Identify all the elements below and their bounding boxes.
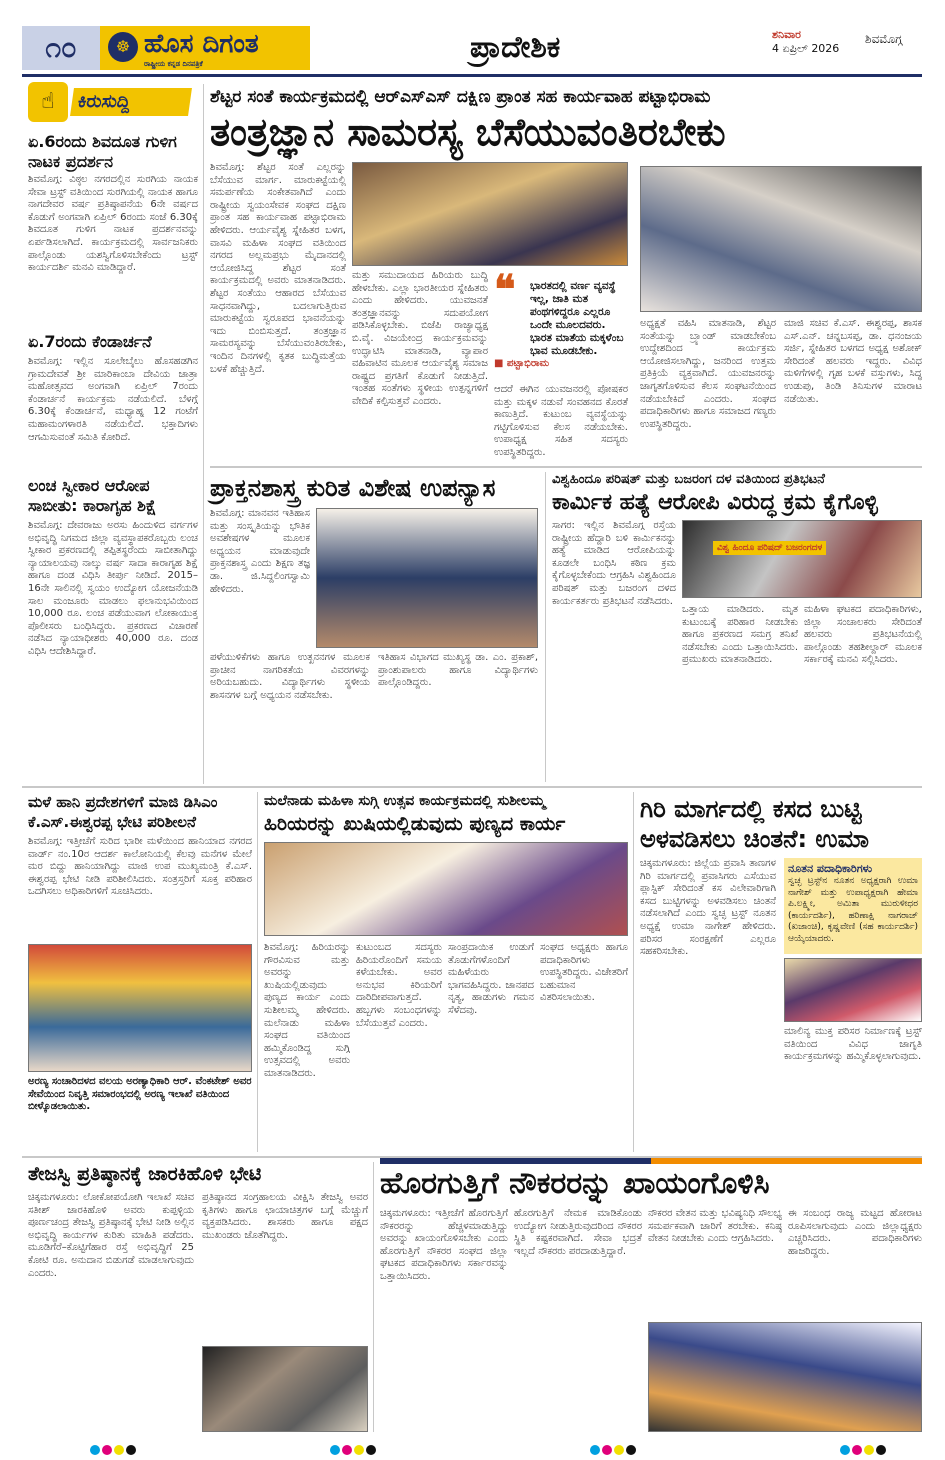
quote-text: ಭಾರತದಲ್ಲಿ ವರ್ಣ ವ್ಯವಸ್ಥೆ ಇಲ್ಲ, ಜಾತಿ ಮತ ಪಂಥಗಳಿದ್ದರೂ ಎಲ್ಲರೂ ಒಂದೇ ಮೂಲದವರು. ಭಾರತ ಮಾತೆಯ ಮಕ್ಕಳೆಂಬ ಭಾವ ಮೂಡಬೇಕು. bbox=[530, 280, 624, 357]
registration-dot-icon bbox=[626, 1445, 636, 1455]
eshwarappa-body: ಶಿವಮೊಗ್ಗ: ಇತ್ತೀಚೆಗೆ ಸುರಿದ ಭಾರೀ ಮಳೆಯಿಂದ ಹಾನಿಯಾದ ನಗರದ ವಾರ್ಡ್ ನಂ.10ರ ಆದರ್ಶ ಕಾಲೋನಿಯಲ್ಲಿ ಕೆಲವು ಮನೆಗಳ ಮೇಲೆ ಮರ ಬಿದ್ದು ಹಾನಿಯಾಗಿದ್ದು ಮಾಜಿ ಉಪ ಮುಖ್ಯಮಂತ್ರಿ ಕೆ.ಎಸ್. ಈಶ್ವರಪ್ಪ ಭೇಟಿ ನೀಡಿ ಪರಿಶೀಲಿಸಿದರು. ಸಂತ್ರಸ್ತರಿಗೆ ಸೂಕ್ತ ಪರಿಹಾರ ಒದಗಿಸಲು ಅಧಿಕಾರಿಗಳಿಗೆ ಸೂಚಿಸಿದರು. bbox=[28, 836, 252, 898]
column-divider bbox=[203, 84, 204, 784]
malnad-col-2: ಕುಟುಂಬದ ಸದಸ್ಯರು ಹಿರಿಯರೊಂದಿಗೆ ಸಮಯ ಕಳೆಯಬೇಕು. ಅವರ ಅನುಭವ ಕಿರಿಯರಿಗೆ ದಾರಿದೀಪವಾಗುತ್ತದೆ. ಹಬ್ಬಗಳು ಸಂಬಂಧಗಳನ್ನು ಬೆಸೆಯುತ್ತವೆ ಎಂದರು. bbox=[356, 942, 442, 1029]
registration-dot-icon bbox=[852, 1445, 862, 1455]
malnad-photo bbox=[264, 842, 628, 936]
retirement-photo bbox=[28, 944, 252, 1072]
office-bearers-box bbox=[784, 858, 922, 954]
quote-attribution: ■ ಪಟ್ಟಾಭಿರಾಮ bbox=[494, 358, 550, 369]
page-number: ೧೦ bbox=[22, 26, 100, 70]
outsource-col-3: ನೌಕರರ ವೇತನ ಮತ್ತು ಭವಿಷ್ಯನಿಧಿ ಸೌಲಭ್ಯ ಸಮರ್ಪಕವಾಗಿ ಜಾರಿಗೆ ತರಬೇಕು. ಕನಿಷ್ಠ ವೇತನ ನೀಡಬೇಕು ಎಂದು ಆಗ್ರಹಿಸಿದರು. bbox=[648, 1208, 782, 1245]
malnad-kicker: ಮಲೆನಾಡು ಮಹಿಳಾ ಸುಗ್ಗಿ ಉತ್ಸವ ಕಾರ್ಯಕ್ರಮದಲ್ಲಿ ಸುಶೀಲಮ್ಮ bbox=[264, 793, 546, 809]
pointing-hand-icon: ☝ bbox=[28, 82, 68, 122]
giri-headline: ಗಿರಿ ಮಾರ್ಗದಲ್ಲಿ ಕಸದ ಬುಟ್ಟಿ ಅಳವಡಿಸಲು ಚಿಂತನೆ: ಉಮಾ bbox=[640, 795, 869, 853]
registration-marks bbox=[590, 1440, 638, 1459]
giri-body: ಚಿಕ್ಕಮಗಳೂರು: ಜಿಲ್ಲೆಯ ಪ್ರವಾಸಿ ತಾಣಗಳ ಗಿರಿ ಮಾರ್ಗದಲ್ಲಿ ಪ್ರವಾಸಿಗರು ಎಸೆಯುವ ಪ್ಲಾಸ್ಟಿಕ್ ಸೇರಿದಂತೆ ಕಸ ವಿಲೇವಾರಿಗಾಗಿ ಕಸದ ಬುಟ್ಟಿಗಳನ್ನು ಅಳವಡಿಸಲು ಚಿಂತನೆ ನಡೆಸಲಾಗಿದೆ ಎಂದು ಸ್ವಚ್ಛ ಟ್ರಸ್ಟ್ ನೂತನ ಅಧ್ಯಕ್ಷೆ ಉಮಾ ನಾಗೇಶ್ ಹೇಳಿದರು. ಪರಿಸರ ಸಂರಕ್ಷಣೆಗೆ ಎಲ್ಲರೂ ಸಹಕರಿಸಬೇಕು. bbox=[640, 858, 776, 958]
registration-dot-icon bbox=[114, 1445, 124, 1455]
outsource-col-4: ಈ ಸಂಬಂಧ ರಾಜ್ಯ ಮಟ್ಟದ ಹೋರಾಟ ರೂಪಿಸಲಾಗುವುದು ಎಂದು ಜಿಲ್ಲಾಧ್ಯಕ್ಷರು ಎಚ್ಚರಿಸಿದರು. ಪದಾಧಿಕಾರಿಗಳು ಹಾಜರಿದ್ದರು. bbox=[788, 1208, 922, 1257]
column-divider bbox=[373, 1162, 374, 1432]
outsource-photo bbox=[648, 1322, 922, 1432]
column-divider bbox=[633, 792, 634, 1152]
lead-quote bbox=[494, 266, 628, 380]
color-bar bbox=[380, 1158, 922, 1164]
malnad-headline: ಹಿರಿಯರನ್ನು ಖುಷಿಯಲ್ಲಿಡುವುದು ಪುಣ್ಯದ ಕಾರ್ಯ bbox=[264, 813, 566, 835]
section-rule bbox=[22, 786, 922, 788]
registration-dot-icon bbox=[864, 1445, 874, 1455]
office-bearers-list: ಸ್ವಚ್ಛ ಟ್ರಸ್ಟ್‌ನ ನೂತನ ಅಧ್ಯಕ್ಷರಾಗಿ ಉಮಾ ನಾಗೇಶ್ ಮತ್ತು ಉಪಾಧ್ಯಕ್ಷರಾಗಿ ಹೇಮಾ ಪಿ.ಲಕ್ಷ್ಮೀ, ಅಮಿತಾ ಮುರುಳೀಧರ (ಕಾರ್ಯದರ್ಶಿ), ಹರಿಣಾಕ್ಷಿ ನಾಗರಾಜ್ (ಖಜಾಂಚಿ), ಕೃಷ್ಣವೇಣಿ (ಸಹ ಕಾರ್ಯದರ್ಶಿ) ಆಯ್ಕೆಯಾದರು. bbox=[788, 876, 918, 944]
protest-banner: ವಿಶ್ವ ಹಿಂದೂ ಪರಿಷದ್ ಬಜರಂಗದಳ bbox=[713, 541, 826, 555]
registration-dot-icon bbox=[614, 1445, 624, 1455]
archaeology-col-2: ಪಳೆಯುಳಿಕೆಗಳು ಹಾಗೂ ಉತ್ಖನನಗಳ ಮೂಲಕ ಪ್ರಾಚೀನ ನಾಗರಿಕತೆಯ ವಿವರಗಳನ್ನು ಅರಿಯಬಹುದು. ವಿದ್ಯಾರ್ಥಿಗಳು ಸ್ಥಳೀಯ ಶಾಸನಗಳ ಬಗ್ಗೆ ಅಧ್ಯಯನ ನಡೆಸಬೇಕು. bbox=[210, 652, 370, 701]
date-block bbox=[772, 28, 839, 56]
registration-marks bbox=[90, 1440, 138, 1459]
vhp-col-3: ಮಹಿಳಾ ಘಟಕದ ಪದಾಧಿಕಾರಿಗಳು, ಜಿಲ್ಲಾ ಸಂಚಾಲಕರು ಸೇರಿದಂತೆ ಹಲವರು ಪ್ರತಿಭಟನೆಯಲ್ಲಿ ಪಾಲ್ಗೊಂಡು ತಹಶೀಲ್ದಾರ್ ಮೂಲಕ ಸರ್ಕಾರಕ್ಕೆ ಮನವಿ ಸಲ್ಲಿಸಿದರು. bbox=[804, 604, 922, 666]
column-divider bbox=[257, 792, 258, 1152]
day: ಶನಿವಾರ bbox=[772, 28, 801, 41]
registration-dot-icon bbox=[90, 1445, 100, 1455]
office-bearers-title: ನೂತನ ಪದಾಧಿಕಾರಿಗಳು bbox=[788, 862, 873, 875]
registration-dot-icon bbox=[602, 1445, 612, 1455]
outsource-col-1: ಚಿಕ್ಕಮಗಳೂರು: ಇತ್ತೀಚೆಗೆ ಹೊರಗುತ್ತಿಗೆ ನೌಕರರನ್ನು ಹೆಚ್ಚಳಮಾಡುತ್ತಿದ್ದು ಅವರನ್ನು ಖಾಯಂಗೊಳಿಸಬೇಕು ಎಂದು ಹೊರಗುತ್ತಿಗೆ ನೌಕರರ ಸಂಘದ ಜಿಲ್ಲಾ ಘಟಕದ ಪದಾಧಿಕಾರಿಗಳು ಸರ್ಕಾರವನ್ನು ಒತ್ತಾಯಿಸಿದರು. bbox=[380, 1208, 508, 1282]
date: 4 ಏಪ್ರಿಲ್ 2026 bbox=[772, 42, 840, 55]
briefs-title: ಕಿರುಸುದ್ದಿ bbox=[70, 88, 192, 116]
brief-1-headline: ಏ.6ರಂದು ಶಿವದೂತ ಗುಳಿಗ ನಾಟಕ ಪ್ರದರ್ಶನ bbox=[28, 132, 177, 171]
archaeology-headline: ಪ್ರಾಕ್ತನಶಾಸ್ತ್ರ ಕುರಿತ ವಿಶೇಷ ಉಪನ್ಯಾಸ bbox=[210, 474, 496, 502]
tejaswi-col-2: ಪ್ರತಿಷ್ಠಾನದ ಸಂಗ್ರಹಾಲಯ ವೀಕ್ಷಿಸಿ ತೇಜಸ್ವಿ ಅವರ ಕೃತಿಗಳು ಹಾಗೂ ಛಾಯಾಚಿತ್ರಗಳ ಬಗ್ಗೆ ಮೆಚ್ಚುಗೆ ವ್ಯಕ್ತಪಡಿಸಿದರು. ಶಾಸಕರು ಹಾಗೂ ಪಕ್ಷದ ಮುಖಂಡರು ಜೊತೆಗಿದ್ದರು. bbox=[202, 1192, 368, 1241]
malnad-col-4: ಸಂಘದ ಅಧ್ಯಕ್ಷರು ಹಾಗೂ ಪದಾಧಿಕಾರಿಗಳು ಉಪಸ್ಥಿತರಿದ್ದರು. ವಿಜೇತರಿಗೆ ಬಹುಮಾನ ವಿತರಿಸಲಾಯಿತು. bbox=[540, 942, 628, 1004]
edition-city: ಶಿವಮೊಗ್ಗ bbox=[865, 32, 903, 46]
vhp-headline: ಕಾರ್ಮಿಕ ಹತ್ಯೆ ಆರೋಪಿ ವಿರುದ್ಧ ಕ್ರಮ ಕೈಗೊಳ್ಳಿ bbox=[552, 490, 878, 515]
masthead-logo bbox=[100, 26, 310, 70]
tejaswi-photo bbox=[202, 1346, 368, 1432]
giri-body-2: ಮಾಲಿನ್ಯ ಮುಕ್ತ ಪರಿಸರ ನಿರ್ಮಾಣಕ್ಕೆ ಟ್ರಸ್ಟ್ ವತಿಯಿಂದ ವಿವಿಧ ಜಾಗೃತಿ ಕಾರ್ಯಕ್ರಮಗಳನ್ನು ಹಮ್ಮಿಕೊಳ್ಳಲಾಗುವುದು. bbox=[784, 1026, 922, 1063]
giri-photo bbox=[784, 958, 922, 1022]
registration-dot-icon bbox=[354, 1445, 364, 1455]
vhp-col-1: ಸಾಗರ: ಇಲ್ಲಿನ ಶಿವಮೊಗ್ಗ ರಸ್ತೆಯ ರಾಷ್ಟ್ರೀಯ ಹೆದ್ದಾರಿ ಬಳಿ ಕಾರ್ಮಿಕನನ್ನು ಹತ್ಯೆ ಮಾಡಿದ ಆರೋಪಿಯನ್ನು ಕೂಡಲೇ ಬಂಧಿಸಿ ಕಠಿಣ ಕ್ರಮ ಕೈಗೊಳ್ಳಬೇಕೆಂದು ಆಗ್ರಹಿಸಿ ವಿಶ್ವಹಿಂದೂ ಪರಿಷತ್ ಮತ್ತು ಬಜರಂಗ ದಳದ ಕಾರ್ಯಕರ್ತರು ಪ್ರತಿಭಟನೆ ನಡೆಸಿದರು. bbox=[552, 520, 676, 607]
lead-headline: ತಂತ್ರಜ್ಞಾನ ಸಾಮರಸ್ಯ ಬೆಸೆಯುವಂತಿರಬೇಕು bbox=[210, 109, 726, 154]
quote-icon: ❝ bbox=[494, 266, 516, 313]
registration-dot-icon bbox=[590, 1445, 600, 1455]
brief-2-body: ಶಿವಮೊಗ್ಗ: ಇಲ್ಲಿನ ಸೂಲೇಬೈಲು ಹೊಸಹಡಗಿನ ಗ್ರಾಮದೇವತೆ ಶ್ರೀ ಮಾರಿಕಾಂಬಾ ದೇವಿಯ ಜಾತ್ರಾ ಮಹೋತ್ಸವದ ಅಂಗವಾಗಿ ಏಪ್ರಿಲ್ 7ರಂದು ಕೆಂಡಾರ್ಚನೆ ಕಾರ್ಯಕ್ರಮ ನಡೆಯಲಿದೆ. ಬೆಳಗ್ಗೆ 6.30ಕ್ಕೆ ಕೆಂಡಾರ್ಚನೆ, ಮಧ್ಯಾಹ್ನ 12 ಗಂಟೆಗೆ ಮಹಾಮಂಗಳಾರತಿ ನಡೆಯಲಿದೆ. ಭಕ್ತಾದಿಗಳು ಆಗಮಿಸುವಂತೆ ಸಮಿತಿ ಕೋರಿದೆ. bbox=[28, 356, 198, 443]
retirement-caption: ಅರಣ್ಯ ಸಂಚಾರಿದಳದ ವಲಯ ಅರಣ್ಯಾಧಿಕಾರಿ ಆರ್. ವೆಂಕಟೇಶ್ ಅವರ ಸೇವೆಯಿಂದ ನಿವೃತ್ತಿ ಸಮಾರಂಭದಲ್ಲಿ ಅರಣ್ಯ ಇಲಾಖೆ ವತಿಯಿಂದ ಬೀಳ್ಕೊಡಲಾಯಿತು. bbox=[28, 1076, 252, 1112]
brief-2-headline: ಏ.7ರಂದು ಕೆಂಡಾರ್ಚನೆ bbox=[28, 332, 152, 351]
registration-marks bbox=[330, 1440, 378, 1459]
vhp-col-2: ಒತ್ತಾಯ ಮಾಡಿದರು. ಮೃತ ಕುಟುಂಬಕ್ಕೆ ಪರಿಹಾರ ನೀಡಬೇಕು ಹಾಗೂ ಪ್ರಕರಣದ ಸಮಗ್ರ ತನಿಖೆ ನಡೆಸಬೇಕು ಎಂದು ಒತ್ತಾಯಿಸಿದರು. ಪ್ರಮುಖರು ಮಾತನಾಡಿದರು. bbox=[682, 604, 798, 666]
registration-dot-icon bbox=[126, 1445, 136, 1455]
registration-dot-icon bbox=[342, 1445, 352, 1455]
eshwarappa-headline: ಮಳೆ ಹಾನಿ ಪ್ರದೇಶಗಳಿಗೆ ಮಾಜಿ ಡಿಸಿಎಂ ಕೆ.ಎಸ್.ಈಶ್ವರಪ್ಪ ಭೇಟಿ ಪರಿಶೀಲನೆ bbox=[28, 793, 218, 831]
brief-1-body: ಶಿವಮೊಗ್ಗ: ವಿಠ್ಠಲ ನಗರದಲ್ಲಿನ ಸುರಗಿಯ ನಾಯಕ ಸೇವಾ ಟ್ರಸ್ಟ್ ವತಿಯಿಂದ ಸುರಗಿಯಲ್ಲಿ ನಾಯಕ ಹಾಗೂ ನಾಗದೇವರ ವರ್ಷ ಪ್ರತಿಷ್ಠಾಪನೆಯ 6ನೇ ವರ್ಷದ ಕೊಡುಗೆ ಅಂಗವಾಗಿ ಏಪ್ರಿಲ್ 6ರಂದು ಸಂಜೆ 6.30ಕ್ಕೆ ಶಿವದೂತ ಗುಳಿಗ ನಾಟಕ ಪ್ರದರ್ಶನವನ್ನು ಏರ್ಪಡಿಸಲಾಗಿದೆ. ಕಾರ್ಯಕ್ರಮದಲ್ಲಿ ಸಾರ್ವಜನಿಕರು ಪಾಲ್ಗೊಂಡು ಯಶಸ್ವಿಗೊಳಿಸಬೇಕೆಂದು ಟ್ರಸ್ಟ್ ಕಾರ್ಯದರ್ಶಿ ಮನವಿ ಮಾಡಿದ್ದಾರೆ. bbox=[28, 174, 198, 274]
lead-photo-stalls bbox=[640, 166, 922, 312]
lead-col-3: ಆದರೆ ಈಗಿನ ಯುವಜನರಲ್ಲಿ ಪೋಷಕರ ಮತ್ತು ಮಕ್ಕಳ ನಡುವೆ ಸಂವಹನದ ಕೊರತೆ ಕಾಣುತ್ತಿದೆ. ಕುಟುಂಬ ವ್ಯವಸ್ಥೆಯನ್ನು ಗಟ್ಟಿಗೊಳಿಸುವ ಕೆಲಸ ನಡೆಯಬೇಕು. ಉಪಾಧ್ಯಕ್ಷ ಸಹಿತ ಸದಸ್ಯರು ಉಪಸ್ಥಿತರಿದ್ದರು. bbox=[494, 384, 628, 458]
paper-tagline: ರಾಷ್ಟ್ರೀಯ ಕನ್ನಡ ದಿನಪತ್ರಿಕೆ bbox=[144, 60, 203, 68]
lead-col-4: ಅಧ್ಯಕ್ಷತೆ ವಹಿಸಿ ಮಾತನಾಡಿ, ಶೆಟ್ಟರ ಸಂತೆಯನ್ನು ಬ್ರ್ಯಾಂಡ್ ಮಾಡಬೇಕೆಂಬ ಉದ್ದೇಶದಿಂದ ಕಾರ್ಯಕ್ರಮ ಆಯೋಜಿಸಲಾಗಿದ್ದು, ಜನರಿಂದ ಉತ್ತಮ ಪ್ರತಿಕ್ರಿಯೆ ವ್ಯಕ್ತವಾಗಿದೆ. ಯುವಜನರನ್ನು ಜಾಗೃತಗೊಳಿಸುವ ಕೆಲಸ ಸಂಘಟನೆಯಿಂದ ನಡೆಯಬೇಕಿದೆ ಎಂದರು. ಸಂಘದ ಪದಾಧಿಕಾರಿಗಳು ಹಾಗೂ ಸಮಾಜದ ಗಣ್ಯರು ಉಪಸ್ಥಿತರಿದ್ದರು. bbox=[640, 318, 776, 430]
registration-dot-icon bbox=[366, 1445, 376, 1455]
tejaswi-headline: ತೇಜಸ್ವಿ ಪ್ರತಿಷ್ಠಾನಕ್ಕೆ ಜಾರಕಿಹೊಳಿ ಭೇಟಿ bbox=[28, 1163, 262, 1185]
registration-dot-icon bbox=[102, 1445, 112, 1455]
outsource-headline: ಹೊರಗುತ್ತಿಗೆ ನೌಕರರನ್ನು ಖಾಯಂಗೊಳಿಸಿ bbox=[380, 1166, 770, 1201]
header-rule bbox=[22, 74, 922, 77]
registration-marks bbox=[840, 1440, 888, 1459]
malnad-col-3: ಸಾಂಪ್ರದಾಯಿಕ ಉಡುಗೆ ತೊಡುಗೆಗಳೊಂದಿಗೆ ಮಹಿಳೆಯರು ಭಾಗವಹಿಸಿದ್ದರು. ಜಾನಪದ ನೃತ್ಯ, ಹಾಡುಗಳು ಗಮನ ಸೆಳೆದವು. bbox=[448, 942, 534, 1016]
vhp-photo bbox=[682, 520, 922, 598]
vhp-kicker: ವಿಶ್ವಹಿಂದೂ ಪರಿಷತ್ ಮತ್ತು ಬಜರಂಗ ದಳ ವತಿಯಿಂದ ಪ್ರತಿಭಟನೆ bbox=[552, 472, 825, 487]
emblem-icon: ☸ bbox=[108, 32, 138, 62]
section-title: ಪ್ರಾದೇಶಿಕ bbox=[470, 30, 561, 65]
lead-col-2: ಮತ್ತು ಸಮುದಾಯದ ಹಿರಿಯರು ಬುದ್ಧಿ ಹೇಳಬೇಕು. ಎಲ್ಲಾ ಭಾರತೀಯರ ಸ್ನೇಹಿತರು ಎಂದು ಹೇಳಿದರು. ಯುವಜನತೆ ತಂತ್ರಜ್ಞಾನವನ್ನು ಸದುಪಯೋಗ ಪಡಿಸಿಕೊಳ್ಳಬೇಕು. ಬಿಜೆಪಿ ರಾಜ್ಯಾಧ್ಯಕ್ಷ ಬಿ.ವೈ. ವಿಜಯೇಂದ್ರ ಕಾರ್ಯಕ್ರಮವನ್ನು ಉದ್ಘಾಟಿಸಿ ಮಾತನಾಡಿ, ವ್ಯಾಪಾರ ವಹಿವಾಟಿನ ಮೂಲಕ ಆರ್ಯವೈಶ್ಯ ಸಮಾಜ ರಾಷ್ಟ್ರದ ಪ್ರಗತಿಗೆ ಕೊಡುಗೆ ನೀಡುತ್ತಿದೆ. ಇಂತಹ ಸಂತೆಗಳು ಸ್ಥಳೀಯ ಉತ್ಪನ್ನಗಳಿಗೆ ವೇದಿಕೆ ಕಲ್ಪಿಸುತ್ತವೆ ಎಂದರು. bbox=[352, 270, 488, 407]
briefs-label bbox=[28, 82, 188, 126]
lead-photo-stage bbox=[352, 162, 628, 266]
section-rule bbox=[210, 466, 922, 468]
paper-name: ಹೊಸ ದಿಗಂತ bbox=[144, 29, 259, 59]
archaeology-photo bbox=[316, 508, 538, 648]
lead-col-1: ಶಿವಮೊಗ್ಗ: ಶೆಟ್ಟರ ಸಂತೆ ಎಲ್ಲರನ್ನು ಬೆಸೆಯುವ ಮಾರ್ಗ. ಮಾರುಕಟ್ಟೆಯಲ್ಲಿ ಸಮರ್ಪಣೆಯ ಸಂಕೇತವಾಗಿದೆ ಎಂದು ರಾಷ್ಟ್ರೀಯ ಸ್ವಯಂಸೇವಕ ಸಂಘದ ದಕ್ಷಿಣ ಪ್ರಾಂತ ಸಹ ಕಾರ್ಯವಾಹ ಪಟ್ಟಾಭಿರಾಮ ಹೇಳಿದರು. ಆರ್ಯವೈಶ್ಯ ಸ್ನೇಹಿತರ ಬಳಗ, ವಾಸವಿ ಮಹಿಳಾ ಸಂಘದ ವತಿಯಿಂದ ನಗರದ ಅಲ್ಲಮಪ್ರಭು ಮೈದಾನದಲ್ಲಿ ಆಯೋಜಿಸಿದ್ದ ಶೆಟ್ಟರ ಸಂತೆ ಕಾರ್ಯಕ್ರಮದಲ್ಲಿ ಅವರು ಮಾತನಾಡಿದರು. ಶೆಟ್ಟರ ಸಂತೆಯು ಆಹಾರದ ಬೆಸೆಯುವ ಸಾಧನವಾಗಿದ್ದು, ಬದಲಾಗುತ್ತಿರುವ ಮಾರುಕಟ್ಟೆಯ ಸ್ವರೂಪದ ಭಾವನೆಯನ್ನು ಇದು ಬಿಂಬಿಸುತ್ತದೆ. ತಂತ್ರಜ್ಞಾನ ಸಾಮರಸ್ಯವನ್ನು ಬೆಸೆಯುವಂತಿರಬೇಕು, ಇಂದಿನ ದಿನಗಳಲ್ಲಿ ಕೃತಕ ಬುದ್ಧಿಮತ್ತೆಯ ಬಳಕೆ ಹೆಚ್ಚುತ್ತಿದೆ. bbox=[210, 162, 346, 375]
archaeology-col-3: ಇತಿಹಾಸ ವಿಭಾಗದ ಮುಖ್ಯಸ್ಥ ಡಾ. ಎಂ. ಪ್ರಕಾಶ್, ಪ್ರಾಂಶುಪಾಲರು ಹಾಗೂ ವಿದ್ಯಾರ್ಥಿಗಳು ಪಾಲ್ಗೊಂಡಿದ್ದರು. bbox=[378, 652, 538, 689]
registration-dot-icon bbox=[330, 1445, 340, 1455]
registration-dot-icon bbox=[840, 1445, 850, 1455]
outsource-col-2: ಹೊರಗುತ್ತಿಗೆ ನೇಮಕ ಮಾಡಿಕೊಂಡು ಉದ್ಯೋಗ ನೀಡುತ್ತಿರುವುದರಿಂದ ನೌಕರರ ಸ್ಥಿತಿ ಕಷ್ಟಕರವಾಗಿದೆ. ಸೇವಾ ಭದ್ರತೆ ಇಲ್ಲದೆ ನೌಕರರು ಪರದಾಡುತ್ತಿದ್ದಾರೆ. bbox=[514, 1208, 642, 1257]
tejaswi-col-1: ಚಿಕ್ಕಮಗಳೂರು: ಲೋಕೋಪಯೋಗಿ ಇಲಾಖೆ ಸಚಿವ ಸತೀಶ್ ಜಾರಕಿಹೊಳಿ ಅವರು ಕುಪ್ಪಳ್ಳಿಯ ಪೂರ್ಣಚಂದ್ರ ತೇಜಸ್ವಿ ಪ್ರತಿಷ್ಠಾನಕ್ಕೆ ಭೇಟಿ ನೀಡಿ ಅಲ್ಲಿನ ಅಭಿವೃದ್ಧಿ ಕಾರ್ಯಗಳ ಕುರಿತು ಮಾಹಿತಿ ಪಡೆದರು. ಮೂಡಿಗೆರೆ–ಕೊಟ್ಟಿಗೆಹಾರ ರಸ್ತೆ ಅಭಿವೃದ್ಧಿಗೆ 25 ಕೋಟಿ ರೂ. ಅನುದಾನ ಬಿಡುಗಡೆ ಮಾಡಲಾಗುವುದು ಎಂದರು. bbox=[28, 1192, 194, 1279]
column-divider bbox=[545, 472, 546, 782]
registration-dot-icon bbox=[876, 1445, 886, 1455]
brief-3-headline: ಲಂಚ ಸ್ವೀಕಾರ ಆರೋಪ ಸಾಬೀತು: ಕಾರಾಗೃಹ ಶಿಕ್ಷೆ bbox=[28, 476, 157, 515]
lead-kicker: ಶೆಟ್ಟರ ಸಂತೆ ಕಾರ್ಯಕ್ರಮದಲ್ಲಿ ಆರ್‌ಎಸ್‌ಎಸ್ ದಕ್ಷಿಣ ಪ್ರಾಂತ ಸಹ ಕಾರ್ಯವಾಹ ಪಟ್ಟಾಭಿರಾಮ bbox=[210, 87, 711, 107]
malnad-col-1: ಶಿವಮೊಗ್ಗ: ಹಿರಿಯರನ್ನು ಗೌರವಿಸುವ ಮತ್ತು ಅವರನ್ನು ಖುಷಿಯಲ್ಲಿಡುವುದು ಪುಣ್ಯದ ಕಾರ್ಯ ಎಂದು ಸುಶೀಲಮ್ಮ ಹೇಳಿದರು. ಮಲೆನಾಡು ಮಹಿಳಾ ಸಂಘದ ವತಿಯಿಂದ ಹಮ್ಮಿಕೊಂಡಿದ್ದ ಸುಗ್ಗಿ ಉತ್ಸವದಲ್ಲಿ ಅವರು ಮಾತನಾಡಿದರು. bbox=[264, 942, 350, 1079]
archaeology-col-1: ಶಿವಮೊಗ್ಗ: ಮಾನವನ ಇತಿಹಾಸ ಮತ್ತು ಸಂಸ್ಕೃತಿಯನ್ನು ಭೌತಿಕ ಅವಶೇಷಗಳ ಮೂಲಕ ಅಧ್ಯಯನ ಮಾಡುವುದೇ ಪ್ರಾಕ್ತನಶಾಸ್ತ್ರ ಎಂದು ಶಿಕ್ಷಣ ತಜ್ಞ ಡಾ. ಜಿ.ಸಿದ್ದಲಿಂಗಸ್ವಾಮಿ ಹೇಳಿದರು. bbox=[210, 508, 310, 595]
lead-col-5: ಮಾಜಿ ಸಚಿವ ಕೆ.ಎಸ್. ಈಶ್ವರಪ್ಪ, ಶಾಸಕ ಎಸ್.ಎನ್. ಚನ್ನಬಸಪ್ಪ, ಡಾ. ಧನಂಜಯ ಸರ್ಜಿ, ಸ್ನೇಹಿತರ ಬಳಗದ ಅಧ್ಯಕ್ಷ ಅಶೋಕ್ ಸೇರಿದಂತೆ ಹಲವರು ಇದ್ದರು. ವಿವಿಧ ಮಳಿಗೆಗಳಲ್ಲಿ ಗೃಹ ಬಳಕೆ ವಸ್ತುಗಳು, ಸಿದ್ಧ ಉಡುಪು, ತಿಂಡಿ ತಿನಿಸುಗಳ ಮಾರಾಟ ನಡೆಯಿತು. bbox=[784, 318, 922, 405]
brief-3-body: ಶಿವಮೊಗ್ಗ: ದೇವರಾಜು ಅರಸು ಹಿಂದುಳಿದ ವರ್ಗಗಳ ಅಭಿವೃದ್ಧಿ ನಿಗಮದ ಜಿಲ್ಲಾ ವ್ಯವಸ್ಥಾಪಕರೊಬ್ಬರು ಲಂಚ ಸ್ವೀಕಾರ ಪ್ರಕರಣದಲ್ಲಿ ತಪ್ಪಿತಸ್ಥರೆಂದು ಸಾಬೀತಾಗಿದ್ದು ನ್ಯಾಯಾಲಯವು ನಾಲ್ಕು ವರ್ಷ ಸಾದಾ ಕಾರಾಗೃಹ ಶಿಕ್ಷೆ ಹಾಗೂ ದಂಡ ವಿಧಿಸಿ ತೀರ್ಪು ನೀಡಿದೆ. 2015–16ನೇ ಸಾಲಿನಲ್ಲಿ ಸ್ವಯಂ ಉದ್ಯೋಗ ಯೋಜನೆಯಡಿ ಸಾಲ ಮಂಜೂರು ಮಾಡಲು ಫಲಾನುಭವಿಯಿಂದ 10,000 ರೂ. ಲಂಚ ಪಡೆಯುವಾಗ ಲೋಕಾಯುಕ್ತ ಪೊಲೀಸರು ಬಂಧಿಸಿದ್ದರು. ಪ್ರಕರಣದ ವಿಚಾರಣೆ ನಡೆಸಿದ ನ್ಯಾಯಾಧೀಶರು 40,000 ರೂ. ದಂಡ ವಿಧಿಸಿ ಆದೇಶಿಸಿದ್ದಾರೆ. bbox=[28, 520, 198, 657]
